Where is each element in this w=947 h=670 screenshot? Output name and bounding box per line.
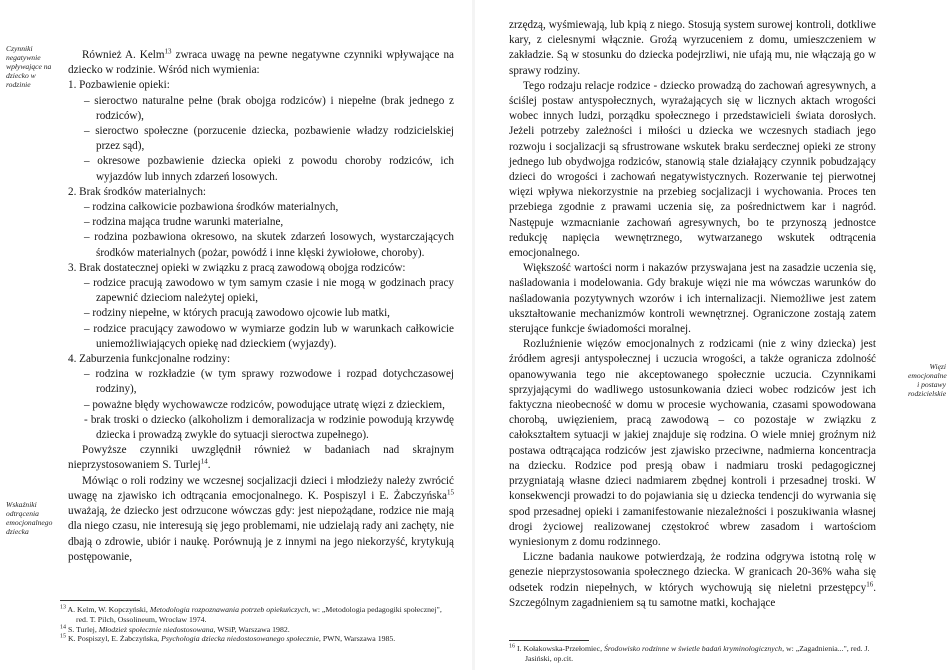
list-item: – rodzina pozbawiona okresowo, na skutek zdarzeń losowych, wystarczających środków materialnych (pożar, powódź i inne klęski żywiołowe, choroby).	[84, 231, 454, 259]
paragraph-relations: Tego rodzaju relacje rodzice - dziecko prowadzą do zachowań agresywnych, a ściślej postaw antyspołecznych, wyrażających się w licznych aktach wrogości wobec innych ludzi, porządku społecznego i przedstawicieli świata dorosłych. Jeżeli potrzeby zależności i miłości u dziecka we wczesnych stadiach jego rozwoju i socjalizacji są sfrustrowane wskutek braku serdecznej opieki ze strony jednego lub obydwojga rodziców, stanowią stale działający czynnik pobudzający dzieci do wrogości i zachowań negatywistycznych. Rozerwanie tej pierwotnej więzi wpływa niekorzystnie na przebieg socjalizacji i wychowania. Proces ten przebiega zgodnie z prawami uczenia się, za pośrednictwem kar i nagród. Następuje wzmacnianie zachowań agresywnych, bo te przynoszą jednostce redukcję napięcia wewnętrznego, wytwarzanego wskutek odtrącenia emocjonalnego.	[509, 79, 876, 260]
list-item: – okresowe pozbawienie dziecka opieki z powodu choroby rodziców, ich wyjazdów lub innych zdarzeń losowych.	[84, 155, 454, 183]
list-heading-1: 1. Pozbawienie opieki:	[68, 79, 170, 92]
footnote-14: $^{14}$ S. Turlej, Młodzież społecznie niedostosowana, WSiP, Warszawa 1982.	[60, 624, 290, 634]
paragraph-continuation: zrzędzą, wyśmiewają, lub kpią z niego. Stosują system surowej kontroli, dotkliwe kary, z cielesnymi włącznie. Groźą wyrzuceniem z domu, umieszczeniem w zakładzie. Są w stosunku do dziecka podejrzliwi, nie ufają mu, nie włączają go w sprawy rodziny.	[509, 19, 876, 77]
list-item: – rodzina całkowicie pozbawiona środków materialnych,	[84, 201, 339, 214]
list-heading-4: 4. Zaburzenia funkcjonalne rodziny:	[68, 353, 231, 366]
paragraph-norms: Większość wartości norm i nakazów przyswajana jest na zasadzie uczenia się, naśladowania i modelowania. Gdy brakuje więzi nie ma wówczas warunków do naśladowania pozytywnych wzorów i ich internalizacji. Niemożliwe jest zatem ukształtowanie mechanizmów kontroli wewnętrznej. Ograniczone zostają zatem sterujące funkcje świadomości moralnej.	[509, 262, 876, 336]
list-item: – rodzina w rozkładzie (w tym sprawy rozwodowe i rozpad dotychczasowej rodziny),	[84, 368, 454, 396]
paragraph-emotional-bonds: Rozluźnienie więzów emocjonalnych z rodzicami (nie z winy dziecka) jest źródłem agresji antyspołecznej i uczucia wrogości, a także ogranicza zdolność opanowywania tego nie akceptowanego społecznie uczucia. Czynnikami sprzyjającymi do wadliwego ustosunkowania dzieci wobec rodziców jest ich faktyczna nieobecność w domu w procesie wychowania, czasami spowodowana chorobą, uwięzieniem, pracą zawodową – co pozostaje w związku z całokształtem sytuacji w jakiej znajduje się rodzina. O wiele mniej groźnym niż postawa odtrącająca rodziców jest zjawisko przeciwne, nadmierna koncentracja na dziecku. Rodzice pod presją obaw i nadmiaru troski pedagogicznej przygniatają własne dzieci nadmiarem zbędnej kontroli i przesadnej troski. W konsekwencji prowadzi to do pojawiania się u dziecka tendencji do wyrwania się spod przesadnej opieki i zamanifestowanie niezależności i poszukiwania własnej drogi życiowej realizowanej częstokroć wbrew zasadom i wartościom wyniesionym z domu rodzinnego.	[509, 338, 876, 548]
list-item: – sieroctwo społeczne (porzucenie dziecka, pozbawienie władzy rodzicielskiej przez sąd),	[84, 125, 454, 153]
list-heading-3: 3. Brak dostatecznej opieki w związku z pracą zawodową obojga rodziców:	[68, 261, 406, 274]
intro-paragraph: Również A. Kelm$^{13}$ zwraca uwagę na pewne negatywne czynniki wpływające na dziecko w rodzinie. Wśród nich wymienia:	[68, 47, 454, 77]
footnote-15: $^{15}$ K. Pospiszyl, E. Żabczyńska, Psychologia dziecka niedostosowanego społecznie, PWN, Warszawa 1985.	[60, 633, 396, 644]
margin-note-emotional-bonds: Więzi emocjonalne i postawy rodzicielskie	[908, 362, 947, 398]
list-item: - brak troski o dziecko (alkoholizm i demoralizacja w rodzinie powodują krzywdę dziecka i prowadzą zwykle do sytuacji sieroctwa zupełnego).	[84, 413, 454, 442]
footnote-16: $^{16}$ I. Kołakowska-Przełomiec, Środowisko rodzinne w świetle badań kryminologicznych, w: „Zagadnienia...", red. J. Jasiński, op.cit.	[509, 643, 870, 663]
footnote-rule	[60, 600, 140, 601]
list-item: – rodzice pracują zawodowo w tym samym czasie i nie mogą w godzinach pracy zapewnić dzieciom należytej opieki,	[84, 277, 454, 305]
footnote-rule	[509, 640, 589, 641]
right-main-text	[509, 18, 876, 611]
list-item: – sieroctwo naturalne pełne (brak obojga rodziców) i niepełne (brak jednego z rodziców),	[84, 94, 454, 122]
margin-note-rejection-indicators: Wskaźniki odtrącenia emocjonalnego dziecka	[6, 500, 53, 536]
list-heading-2: 2. Brak środków materialnych:	[68, 185, 206, 198]
list-item: – poważne błędy wychowawcze rodziców, powodujące utratę więzi z dzieckiem,	[84, 398, 445, 411]
left-footnotes	[60, 605, 454, 644]
left-main-text	[68, 48, 454, 565]
right-page	[474, 0, 947, 670]
list-item: – rodzina mająca trudne warunki materialne,	[84, 216, 284, 229]
turlej-paragraph: Powyższe czynniki uwzględnił również w badaniach nad skrajnym nieprzystosowaniem S. Turlej$^{14}$.	[68, 444, 454, 472]
margin-note-negative-factors: Czynniki negatywnie wpływające na dziecko w rodzinie	[6, 44, 52, 89]
paragraph-research: Liczne badania naukowe potwierdzają, że rodzina odgrywa istotną rolę w genezie nieprzystosowania społecznego dziecka. W granicach 20-36% waha się odsetek rodzin niepełnych, w których wychowują się nieletni przestępcy$^{16}$. Szczególnym zagadnieniem są tu samotne matki, kochające	[509, 551, 876, 609]
list-item: – rodziny niepełne, w których pracują zawodowo ojcowie lub matki,	[84, 307, 390, 320]
right-footnotes	[509, 644, 876, 664]
footnote-13: $^{13}$ A. Kelm, W. Kopczyński, Metodologia rozpoznawania potrzeb opiekuńczych, w: „Metodologia pedagogiki społecznej", red. T. Pilch, Ossolineum, Wrocław 1974.	[60, 604, 442, 624]
pospiszyl-paragraph: Mówiąc o roli rodziny we wczesnej socjalizacji dzieci i młodzieży należy zwrócić uwagę na zjawisko ich odtrącania emocjonalnego. K. Pospiszyl i E. Żabczyńska$^{15}$ uważają, że dziecko jest odrzucone wówczas gdy: jest niepożądane, rodzice nie mają dla niego czasu, nie interesują się jego problemami, nie udzielają rady ani zachęty, nie dbają o zdrowie, ubiór i naukę. Porównują je z innymi na jego niekorzyść, krytykują postępowanie,	[68, 474, 454, 563]
list-item: – rodzice pracujący zawodowo w wymiarze godzin lub w warunkach całkowicie uniemożliwiających opiekę nad dzieckiem (wyjazdy).	[84, 322, 454, 350]
